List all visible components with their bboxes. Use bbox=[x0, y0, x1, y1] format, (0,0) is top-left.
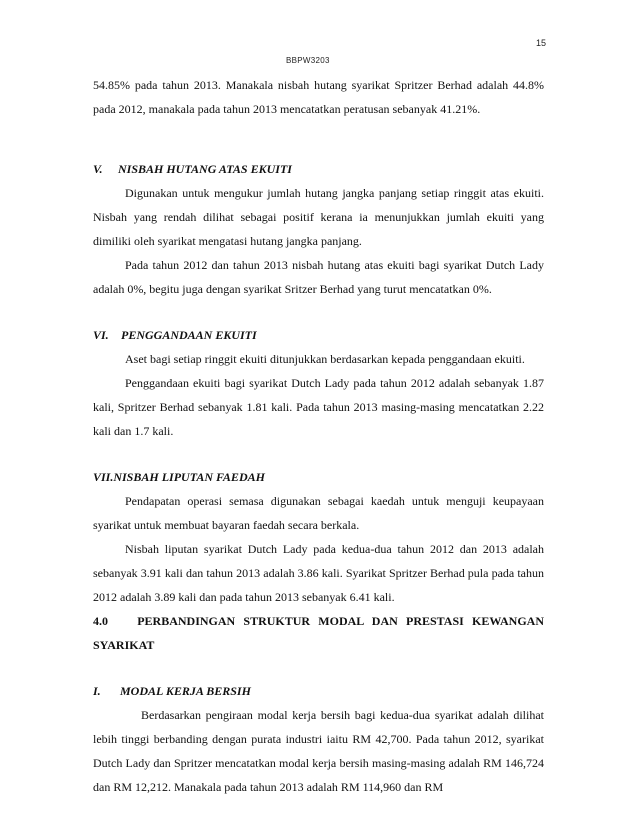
section-v-paragraph-1: Digunakan untuk mengukur jumlah hutang jangka panjang setiap ringgit atas ekuiti. Nisbah yang rendah dilihat sebagai positif kerana ia menunjukkan jumlah ekuiti yang dimiliki oleh syarikat mengatasi hutang jangka panjang. bbox=[93, 186, 544, 248]
section-4-0-title: PERBANDINGAN STRUKTUR MODAL DAN PRESTASI KEWANGAN SYARIKAT bbox=[93, 614, 544, 652]
section-vii-heading bbox=[93, 465, 544, 489]
section-vii-title: NISBAH LIPUTAN FAEDAH bbox=[113, 470, 265, 484]
page-body bbox=[93, 73, 544, 799]
section-vi-title: PENGGANDAAN EKUITI bbox=[121, 328, 257, 342]
section-vi-number: VI. bbox=[93, 328, 109, 342]
section-i-heading bbox=[93, 679, 544, 703]
section-vii-number: VII. bbox=[93, 470, 114, 484]
section-v-title: NISBAH HUTANG ATAS EKUITI bbox=[118, 162, 292, 176]
section-4-0-number: 4.0 bbox=[93, 614, 108, 628]
section-vi-paragraph-2: Penggandaan ekuiti bagi syarikat Dutch Lady pada tahun 2012 adalah sebanyak 1.87 kali, Spritzer Berhad sebanyak 1.81 kali. Pada tahun 2013 masing-masing mencatatkan 2.22 kali dan 1.7 kali. bbox=[93, 376, 544, 438]
section-v-paragraph-2: Pada tahun 2012 dan tahun 2013 nisbah hutang atas ekuiti bagi syarikat Dutch Lady adalah 0%, begitu juga dengan syarikat Sritzer Berhad yang turut mencatatkan 0%. bbox=[93, 258, 544, 296]
section-vi-heading bbox=[93, 323, 544, 347]
section-vi-paragraph-1: Aset bagi setiap ringgit ekuiti ditunjukkan berdasarkan kepada penggandaan ekuiti. bbox=[125, 352, 525, 366]
section-v-heading bbox=[93, 157, 544, 181]
section-i-paragraph-1: Berdasarkan pengiraan modal kerja bersih bagi kedua-dua syarikat adalah dilihat lebih tinggi berbanding dengan purata industri iaitu RM 42,700. Pada tahun 2012, syarikat Dutch Lady dan Spritzer mencatatkan modal kerja bersih masing-masing adalah RM 146,724 dan RM 12,212. Manakala pada tahun 2013 adalah RM 114,960 dan RM bbox=[93, 708, 544, 794]
course-code-header: BBPW3203 bbox=[286, 56, 330, 65]
intro-paragraph: 54.85% pada tahun 2013. Manakala nisbah hutang syarikat Spritzer Berhad adalah 44.8% pada 2012, manakala pada tahun 2013 mencatatkan peratusan sebanyak 41.21%. bbox=[93, 78, 544, 116]
section-4-0-heading bbox=[93, 609, 544, 657]
page-number: 15 bbox=[535, 38, 546, 48]
section-i-number: I. bbox=[93, 684, 101, 698]
section-i-title: MODAL KERJA BERSIH bbox=[120, 684, 251, 698]
section-v-number: V. bbox=[93, 162, 103, 176]
section-vii-paragraph-1: Pendapatan operasi semasa digunakan sebagai kaedah untuk menguji keupayaan syarikat untuk membuat bayaran faedah secara berkala. bbox=[93, 494, 544, 532]
section-vii-paragraph-2: Nisbah liputan syarikat Dutch Lady pada kedua-dua tahun 2012 dan 2013 adalah sebanyak 3.91 kali dan tahun 2013 adalah 3.86 kali. Syarikat Spritzer Berhad pula pada tahun 2012 adalah 3.89 kali dan pada tahun 2013 sebanyak 6.41 kali. bbox=[93, 542, 544, 604]
